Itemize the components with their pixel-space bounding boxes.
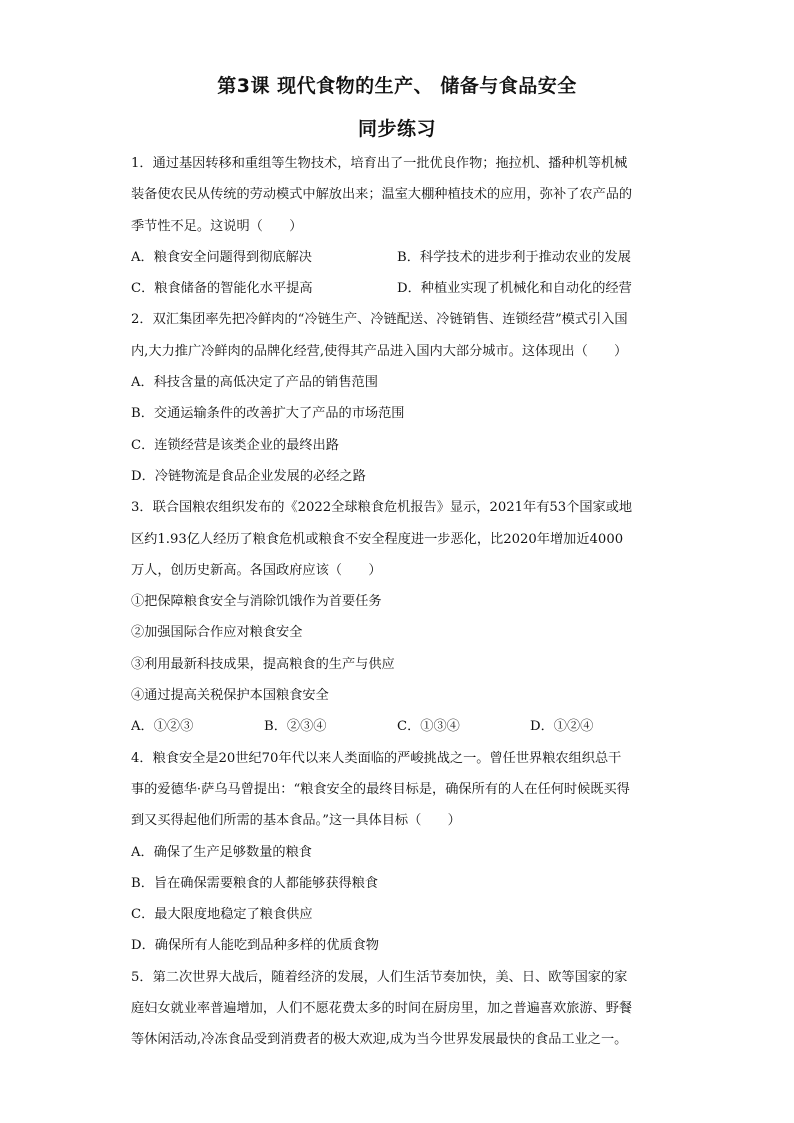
question-1 (131, 148, 663, 304)
question-3-stem-line-2: 区约1.93亿人经历了粮食危机或粮食不安全程度进一步恶化，比2020年增加近4000 (131, 531, 624, 547)
question-3-item-1: ①把保障粮食安全与消除饥饿作为首要任务 (131, 594, 382, 610)
question-4-option-d: D．确保所有人能吃到品种多样的优质食物 (131, 938, 379, 954)
question-2-stem-line-1: 2．双汇集团率先把冷鲜肉的“冷链生产、冷链配送、冷链销售、连锁经营”模式引入国 (131, 312, 628, 328)
question-2-option-b: B．交通运输条件的改善扩大了产品的市场范围 (131, 406, 405, 422)
question-1-option-d: D．种植业实现了机械化和自动化的经营 (397, 281, 632, 297)
question-3 (131, 492, 663, 742)
question-3-option-d: D．①②④ (530, 719, 594, 735)
question-3-item-4: ④通过提高关税保护本国粮食安全 (131, 688, 329, 704)
question-1-stem-line-1: 1．通过基因转移和重组等生物技术，培育出了一批优良作物；拖拉机、播种机等机械 (131, 156, 628, 171)
question-3-options-row (131, 711, 663, 742)
question-5-stem-line-3: 等休闲活动,冷冻食品受到消费者的极大欢迎,成为当今世界发展最快的食品工业之一。 (131, 1032, 628, 1048)
question-1-option-c: C．粮食储备的智能化水平提高 (131, 281, 313, 297)
question-4-stem-line-1: 4．粮食安全是20世纪70年代以来人类面临的严峻挑战之一。曾任世界粮农组织总干 (131, 750, 622, 766)
question-list (131, 148, 663, 1056)
question-3-stem-line-3: 万人，创历史新高。各国政府应该（ ） (131, 562, 382, 578)
question-2 (131, 304, 663, 492)
question-5 (131, 962, 663, 1056)
question-3-option-c: C．①③④ (397, 719, 460, 735)
question-2-option-a: A．科技含量的高低决定了产品的销售范围 (131, 375, 378, 391)
question-3-option-a: A．①②③ (131, 719, 194, 735)
question-1-options-row-1 (131, 242, 663, 273)
question-1-stem-line-2: 装备使农民从传统的劳动模式中解放出来；温室大棚种植技术的应用，弥补了农产品的 (131, 187, 633, 203)
question-1-stem-line-3: 季节性不足。这说明（ ） (131, 218, 303, 234)
question-4-option-a: A．确保了生产足够数量的粮食 (131, 844, 312, 860)
question-2-stem-line-2: 内,大力推广冷鲜肉的品牌化经营,使得其产品进入国内大部分城市。这体现出（ ） (131, 343, 628, 359)
question-4-option-c: C．最大限度地稳定了粮食供应 (131, 907, 313, 923)
page-title: 第3课 现代食物的生产、 储备与食品安全 (217, 75, 577, 97)
question-3-item-2: ②加强国际合作应对粮食安全 (131, 625, 303, 641)
question-4-option-b: B．旨在确保需要粮食的人都能够获得粮食 (131, 875, 379, 891)
question-3-stem-line-1: 3．联合国粮农组织发布的《2022全球粮食危机报告》显示，2021年有53个国家或地 (131, 500, 633, 516)
question-4-stem-line-3: 到又买得起他们所需的基本食品。”这一具体目标（ ） (131, 813, 461, 829)
question-5-stem-line-2: 庭妇女就业率普遍增加，人们不愿花费太多的时间在厨房里，加之普遍喜欢旅游、野餐 (131, 1001, 633, 1017)
question-1-option-b: B．科学技术的进步利于推动农业的发展 (397, 249, 631, 265)
question-1-options-row-2 (131, 273, 663, 304)
question-3-item-3: ③利用最新科技成果，提高粮食的生产与供应 (131, 656, 395, 672)
question-1-option-a: A．粮食安全问题得到彻底解决 (131, 249, 312, 265)
question-4-stem-line-2: 事的爱德华·萨乌马曾提出：“粮食安全的最终目标是，确保所有的人在任何时候既买得 (131, 781, 630, 797)
question-3-option-b: B．②③④ (264, 719, 327, 735)
page-subtitle: 同步练习 (357, 118, 436, 140)
question-4 (131, 743, 663, 962)
question-2-option-d: D．冷链物流是食品企业发展的必经之路 (131, 468, 366, 484)
question-5-stem-line-1: 5．第二次世界大战后，随着经济的发展，人们生活节奏加快，美、日、欧等国家的家 (131, 969, 628, 985)
question-2-option-c: C．连锁经营是该类企业的最终出路 (131, 437, 339, 453)
